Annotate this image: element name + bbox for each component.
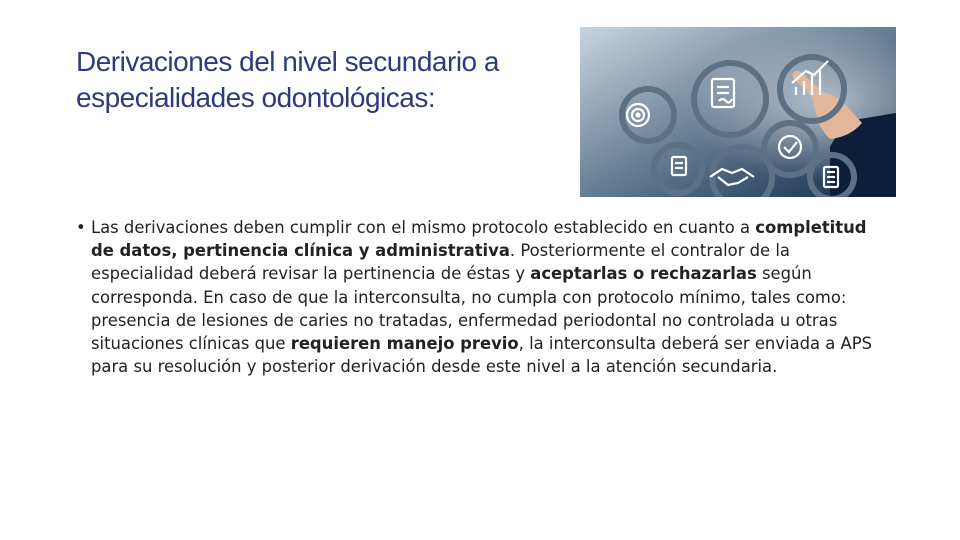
emphasized-text: completitud de datos, pertinencia clínica y administrativa [91, 218, 867, 261]
emphasized-text: aceptarlas o rechazarlas [530, 264, 757, 284]
emphasized-text: requieren manejo previo [290, 334, 519, 354]
bullet-paragraph [91, 218, 872, 376]
paragraph-text: . Posteriormente el contralor de la especialidad deberá revisar la pertinencia de éstas y [91, 241, 790, 284]
business-icons-photo [580, 27, 896, 197]
bullet-item [76, 216, 891, 378]
body-text [76, 216, 891, 378]
paragraph-text: , la interconsulta deberá ser enviada a APS para su resolución y posterior derivación desde este nivel a la atención secundaria. [91, 334, 873, 377]
slide-title [76, 44, 596, 116]
paragraph-text: según corresponda. En caso de que la interconsulta, no cumpla con protocolo mínimo, tales como: presencia de lesiones de caries no tratadas, enfermedad periodontal no controlada u otras situaciones clínicas que [91, 264, 847, 354]
slide-title-line-2: especialidades odontológicas: [76, 82, 436, 113]
paragraph-text: Las derivaciones deben cumplir con el mismo protocolo establecido en cuanto a [91, 218, 756, 237]
bullet-marker: • [76, 218, 86, 237]
slide-title-line-1: Derivaciones del nivel secundario a [76, 46, 499, 77]
